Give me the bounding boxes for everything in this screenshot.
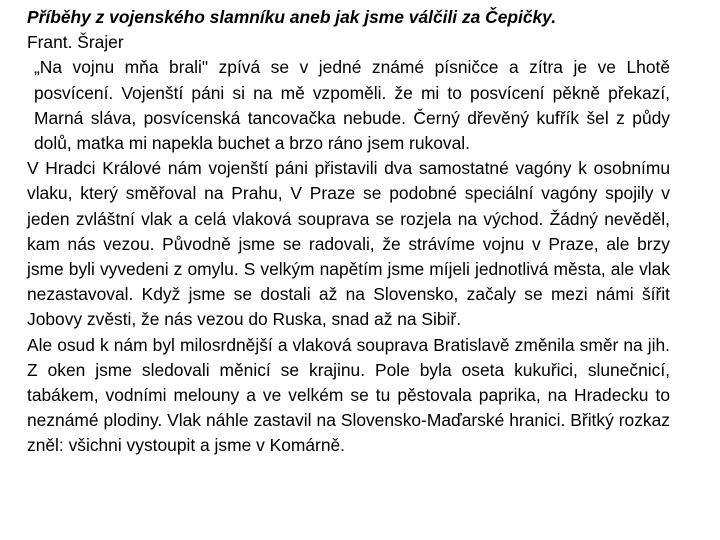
paragraph-1: „Na vojnu mňa brali" zpívá se v jedné známé písničce a zítra je ve Lhotě posvícení. Vojenští páni si na mě vzpoměli. že mi to posvícení pěkně překazí, Marná sláva, posvícenská tancovačka nebude. Černý dřevěný kufřík šel z půdy dolů, matka mi napekla buchet a brzo ráno jsem rukoval.: [34, 57, 670, 154]
paragraph-2: V Hradci Králové nám vojenští páni přistavili dva samostatné vagóny k osobnímu vlaku, který směřoval na Prahu, V Praze se podobné speciální vagóny spojily v jeden zvláštní vlak a celá vlaková souprava se rozjela na východ. Žádný nevěděl, kam nás vezou. Původně jsme se radovali, že strávíme vojnu v Praze, ale brzy jsme byli vyvedeni z omylu. S velkým napětím jsme míjeli jednotlivá města, ale vlak nezastavoval. Když jsme se dostali až na Slovensko, začaly se mezi námi šířit Jobovy zvěsti, že nás vezou do Ruska, snad až na Sibiř.: [27, 158, 670, 330]
document-body: [27, 5, 670, 459]
document-author: Frant. Šrajer: [27, 32, 124, 53]
document-title: Příběhy z vojenského slamníku aneb jak jsme válčili za Čepičky.: [27, 7, 557, 27]
paragraph-3: Ale osud k nám byl milosrdnější a vlaková souprava Bratislavě změnila směr na jih. Z oken jsme sledovali měnicí se krajinu. Pole byla oseta kukuřici, slunečnicí, tabákem, vodními melouny a ve velkém se tu pěstovala paprika, na Hradecku to neznámé plodiny. Vlak náhle zastavil na Slovensko-Maďarské hranici. Břitký rozkaz zněl: všichni vystoupit a jsme v Komárně.: [27, 334, 670, 456]
